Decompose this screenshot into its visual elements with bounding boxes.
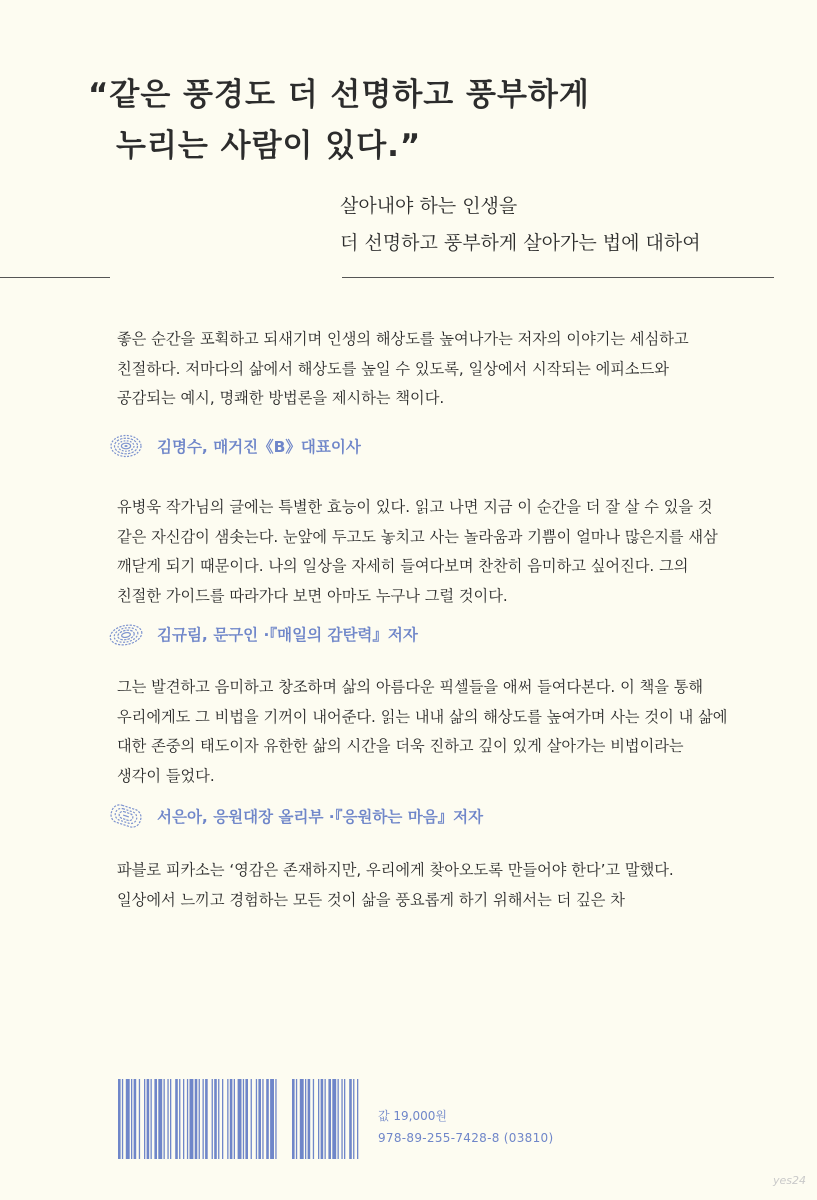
headline-quote xyxy=(88,70,748,172)
price-label: 값 19,000원 xyxy=(378,1109,447,1123)
barcode-bar xyxy=(238,1079,242,1159)
review-3-attribution xyxy=(107,802,483,830)
subheadline-line-1: 살아내야 하는 인생을 xyxy=(340,195,518,217)
barcode-bar xyxy=(243,1079,244,1159)
watermark: yes24 xyxy=(773,1174,807,1187)
review-text: 좋은 순간을 포획하고 되새기며 인생의 해상도를 높여나가는 저자의 이야기는 세심하고 친절하다. 저마다의 삶에서 해상도를 높일 수 있도록, 일상에서 시작되는 에피소드와 공감되는 예시, 명쾌한 방법론을 제시하는 책이다. xyxy=(117,330,689,407)
divider-right xyxy=(342,277,774,278)
barcode-bar xyxy=(321,1079,324,1159)
barcode-bar xyxy=(328,1079,331,1159)
barcode-bar xyxy=(144,1079,145,1159)
review-attribution: 서은아, 응원대장 올리부 ·『응원하는 마음』저자 xyxy=(157,808,484,826)
barcode-bar xyxy=(139,1079,140,1159)
barcode-bar xyxy=(292,1079,295,1159)
divider-left xyxy=(0,277,110,278)
barcode-bar xyxy=(251,1079,252,1159)
isbn-label: 978-89-255-7428-8 (03810) xyxy=(378,1131,554,1145)
barcode-bar xyxy=(353,1079,354,1159)
headline-line-2: 누리는 사람이 있다.” xyxy=(116,128,422,164)
barcode-bar xyxy=(218,1079,219,1159)
review-2 xyxy=(117,493,729,611)
barcode-bar xyxy=(118,1079,121,1159)
barcode-bar xyxy=(179,1079,180,1159)
subheadline xyxy=(340,188,780,262)
barcode-bar xyxy=(332,1079,336,1159)
barcode xyxy=(118,1079,362,1159)
subheadline-line-2: 더 선명하고 풍부하게 살아가는 법에 대하여 xyxy=(340,232,701,254)
barcode-bar xyxy=(270,1079,274,1159)
barcode-bar xyxy=(126,1079,130,1159)
review-attribution: 김명수, 매거진《B》대표이사 xyxy=(157,438,361,456)
barcode-bar xyxy=(154,1079,157,1159)
barcode-bar xyxy=(258,1079,261,1159)
barcode-bar xyxy=(341,1079,342,1159)
barcode-bar xyxy=(357,1079,358,1159)
barcode-bar xyxy=(313,1079,314,1159)
review-text: 파블로 피카소는 ‘영감은 존재하지만, 우리에게 찾아오도록 만들어야 한다’고 말했다. 일상에서 느끼고 경험하는 모든 것이 삶을 풍요롭게 하기 위해서는 더 깊은 차 xyxy=(117,861,674,909)
barcode-bar xyxy=(175,1079,178,1159)
barcode-bar xyxy=(230,1079,233,1159)
barcode-bar xyxy=(318,1079,319,1159)
barcode-bar xyxy=(227,1079,228,1159)
review-3 xyxy=(117,673,729,791)
review-4 xyxy=(117,856,729,915)
barcode-bar xyxy=(214,1079,217,1159)
barcode-bar xyxy=(275,1079,276,1159)
barcode-bar xyxy=(199,1079,200,1159)
review-1 xyxy=(117,325,729,414)
barcode-bar xyxy=(296,1079,297,1159)
barcode-bar xyxy=(308,1079,311,1159)
barcode-bar xyxy=(245,1079,248,1159)
barcode-bar xyxy=(167,1079,168,1159)
barcode-bar xyxy=(147,1079,150,1159)
fingerprint-stamp-icon xyxy=(107,621,145,647)
barcode-graphic xyxy=(118,1079,362,1159)
barcode-bar xyxy=(195,1079,198,1159)
barcode-bar xyxy=(234,1079,235,1159)
review-1-attribution xyxy=(107,432,361,460)
review-attribution: 김규림, 문구인 ·『매일의 감탄력』저자 xyxy=(157,626,418,644)
barcode-bar xyxy=(131,1079,132,1159)
fingerprint-stamp-icon xyxy=(107,803,145,829)
barcode-bar xyxy=(134,1079,137,1159)
barcode-bar xyxy=(164,1079,165,1159)
barcode-bar xyxy=(183,1079,184,1159)
barcode-bar xyxy=(222,1079,223,1159)
review-2-attribution xyxy=(107,620,418,648)
barcode-bar xyxy=(190,1079,194,1159)
barcode-bar xyxy=(338,1079,339,1159)
barcode-bar xyxy=(266,1079,269,1159)
barcode-bar xyxy=(256,1079,257,1159)
barcode-bar xyxy=(325,1079,326,1159)
barcode-bar xyxy=(344,1079,345,1159)
barcode-bar xyxy=(349,1079,352,1159)
barcode-bar xyxy=(187,1079,188,1159)
review-text: 유병욱 작가님의 글에는 특별한 효능이 있다. 읽고 나면 지금 이 순간을 더 잘 살 수 있을 것 같은 자신감이 샘솟는다. 눈앞에 두고도 놓치고 사는 놀라움과 기쁨이 얼마나 많은지를 새삼 깨닫게 되기 때문이다. 나의 일상을 자세히 들여다보며 찬찬히 음미하고 싶어진다. 그의 친절한 가이드를 따라가다 보면 아마도 누구나 그럴 것이다. xyxy=(117,498,718,605)
barcode-bar xyxy=(158,1079,162,1159)
barcode-bar xyxy=(305,1079,306,1159)
barcode-bar xyxy=(262,1079,263,1159)
barcode-bar xyxy=(203,1079,204,1159)
fingerprint-stamp-icon xyxy=(107,433,145,459)
barcode-bar xyxy=(151,1079,152,1159)
headline-line-1: “같은 풍경도 더 선명하고 풍부하게 xyxy=(88,77,590,113)
barcode-bar xyxy=(300,1079,304,1159)
barcode-bar xyxy=(205,1079,208,1159)
review-text: 그는 발견하고 음미하고 창조하며 삶의 아름다운 픽셀들을 애써 들여다본다. 이 책을 통해 우리에게도 그 비법을 기꺼이 내어준다. 읽는 내내 삶의 해상도를 높여가며 사는 것이 내 삶에 대한 존중의 태도이자 유한한 삶의 시간을 더욱 진하고 깊이 있게 살아가는 비법이라는 생각이 들었다. xyxy=(117,678,728,785)
barcode-bar xyxy=(122,1079,123,1159)
barcode-bar xyxy=(212,1079,213,1159)
barcode-bar xyxy=(170,1079,171,1159)
